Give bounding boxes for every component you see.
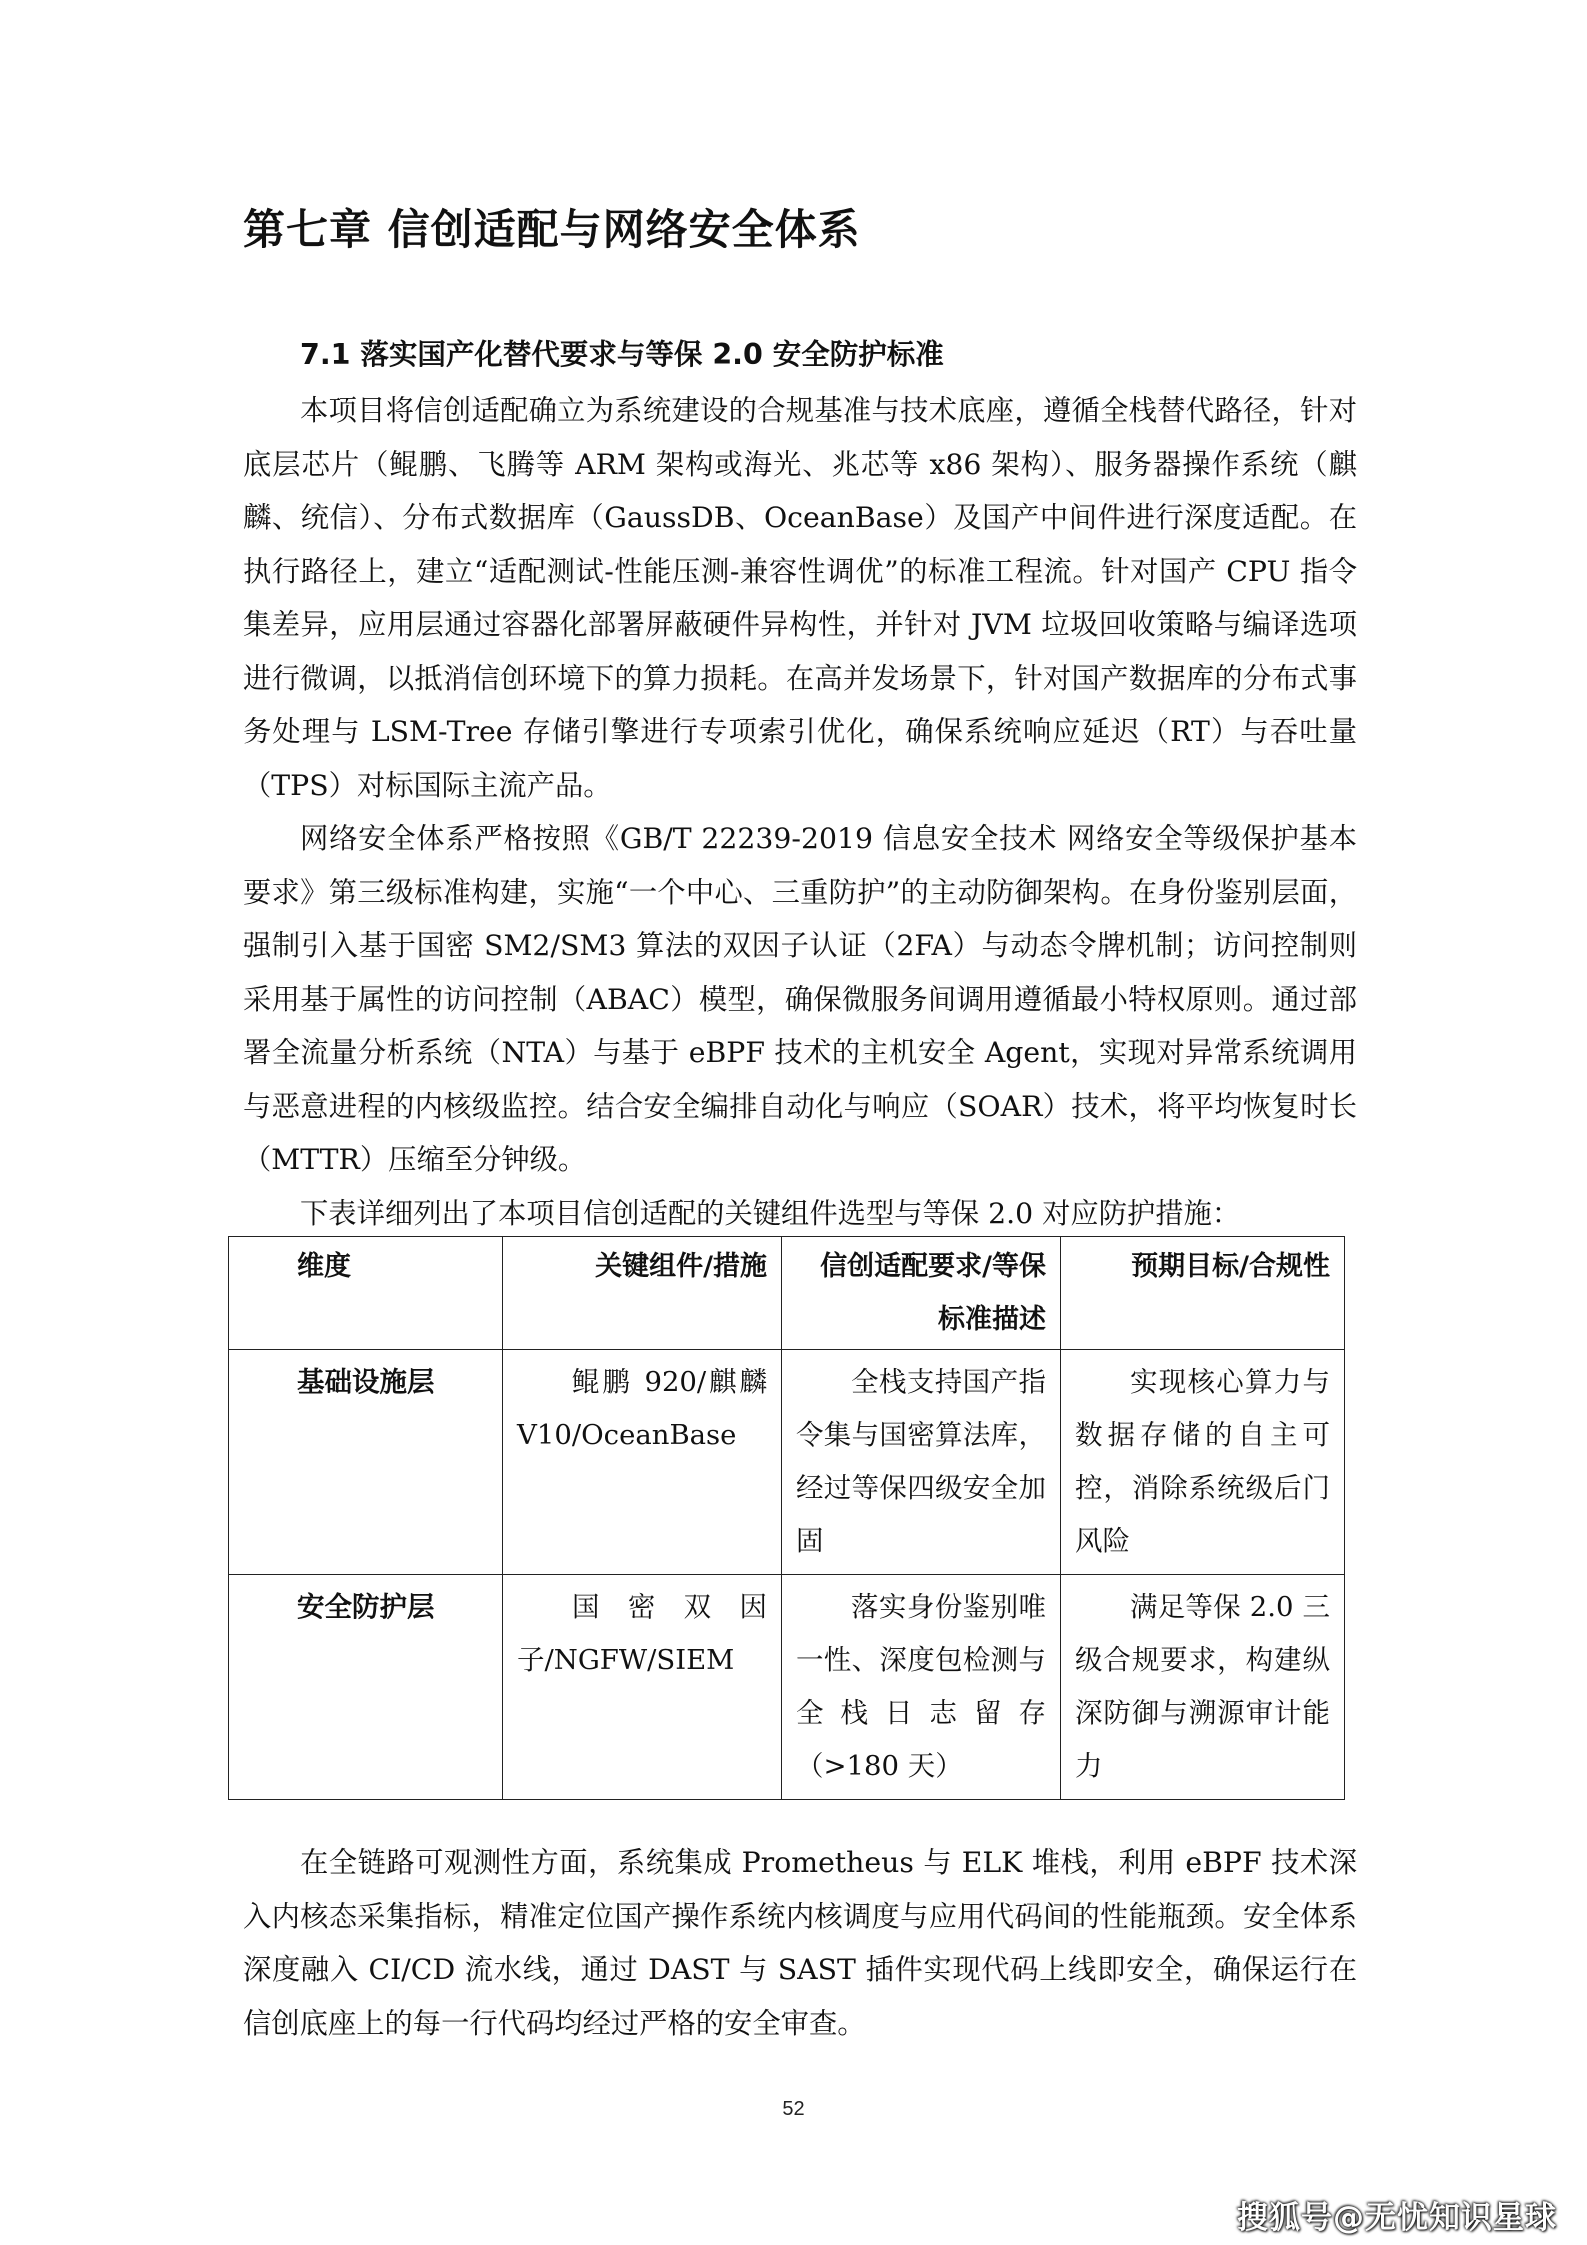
body-text [243,384,1357,1240]
table-cell-components: 鲲鹏 920/麒麟 V10/OceanBase [503,1350,782,1575]
table-header-dimension: 维度 [229,1237,503,1350]
table-header-requirements: 信创适配要求/等保标准描述 [782,1237,1061,1350]
table-header-components: 关键组件/措施 [503,1237,782,1350]
table-cell-goals: 满足等保 2.0 三级合规要求，构建纵深防御与溯源审计能力 [1061,1575,1345,1800]
table-row [229,1350,1345,1575]
paragraph-table-intro: 下表详细列出了本项目信创适配的关键组件选型与等保 2.0 对应防护措施： [300,1196,1241,1230]
paragraph-xinchuang-adaptation: 本项目将信创适配确立为系统建设的合规基准与技术底座，遵循全栈替代路径，针对底层芯片（鲲鹏、飞腾等 ARM 架构或海光、兆芯等 x86 架构）、服务器操作系统（麒麟、统信）、分布式数据库（GaussDB、OceanBase）及国产中间件进行深度适配。在执行路径上，建立“适配测试-性能压测-兼容性调优”的标准工程流。针对国产 CPU 指令集差异，应用层通过容器化部署屏蔽硬件异构性，并针对 JVM 垃圾回收策略与编译选项进行微调，以抵消信创环境下的算力损耗。在高并发场景下，针对国产数据库的分布式事务处理与 LSM-Tree 存储引擎进行专项索引优化，确保系统响应延迟（RT）与吞吐量（TPS）对标国际主流产品。 [243,394,1357,802]
section-title: 7.1 落实国产化替代要求与等保 2.0 安全防护标准 [300,338,944,371]
table-cell-requirements: 全栈支持国产指令集与国密算法库，经过等保四级安全加固 [782,1350,1061,1575]
page-number: 52 [782,2098,805,2120]
paragraph-observability: 在全链路可观测性方面，系统集成 Prometheus 与 ELK 堆栈，利用 eBPF 技术深入内核态采集指标，精准定位国产操作系统内核调度与应用代码间的性能瓶颈。安全体系深度融入 CI/CD 流水线，通过 DAST 与 SAST 插件实现代码上线即安全，确保运行在信创底座上的每一行代码均经过严格的安全审查。 [243,1846,1357,2040]
table-cell-requirements: 落实身份鉴别唯一性、深度包检测与全栈日志留存（>180 天） [782,1575,1061,1800]
source-watermark: 搜狐号@无忧知识星球 [1237,2200,1557,2236]
table-header-row [229,1237,1345,1350]
table-cell-dimension: 基础设施层 [229,1350,503,1575]
table-cell-goals: 实现核心算力与数据存储的自主可控，消除系统级后门风险 [1061,1350,1345,1575]
table-header-goals: 预期目标/合规性 [1061,1237,1345,1350]
table-row [229,1575,1345,1800]
chapter-title: 第七章 信创适配与网络安全体系 [243,205,861,254]
paragraph-network-security: 网络安全体系严格按照《GB/T 22239-2019 信息安全技术 网络安全等级保护基本要求》第三级标准构建，实施“一个中心、三重防护”的主动防御架构。在身份鉴别层面，强制引入基于国密 SM2/SM3 算法的双因子认证（2FA）与动态令牌机制；访问控制则采用基于属性的访问控制（ABAC）模型，确保微服务间调用遵循最小特权原则。通过部署全流量分析系统（NTA）与基于 eBPF 技术的主机安全 Agent，实现对异常系统调用与恶意进程的内核级监控。结合安全编排自动化与响应（SOAR）技术，将平均恢复时长（MTTR）压缩至分钟级。 [243,822,1357,1176]
body-text-closing [243,1836,1357,2050]
table-cell-components: 国密双因子/NGFW/SIEM [503,1575,782,1800]
table-cell-dimension: 安全防护层 [229,1575,503,1800]
component-spec-table [228,1236,1345,1800]
